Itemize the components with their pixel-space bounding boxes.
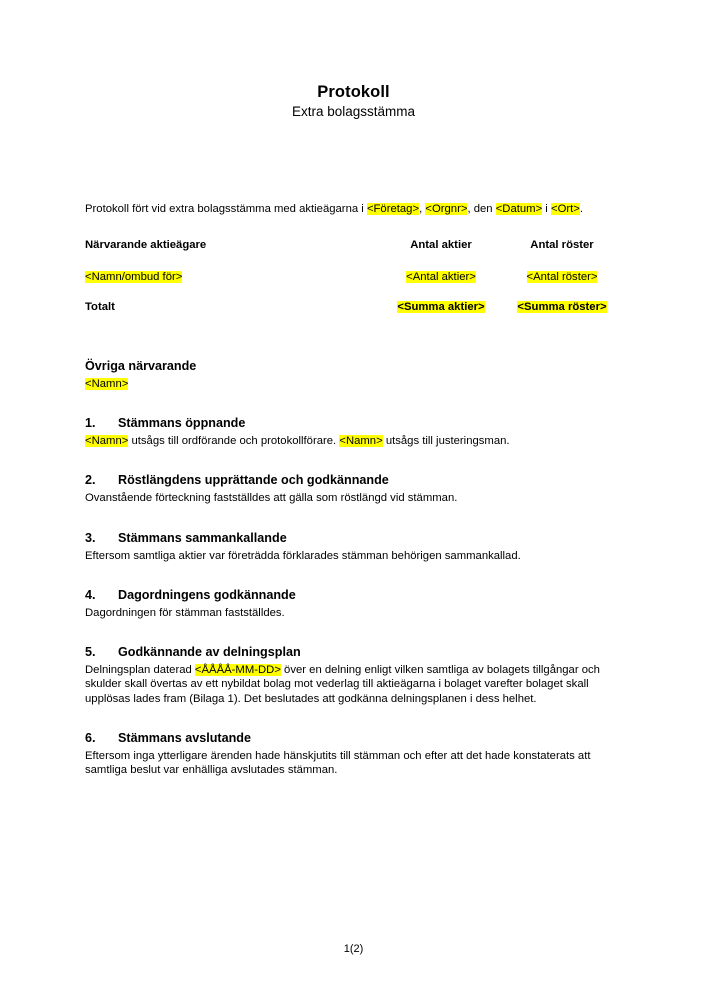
section-6-heading [85, 730, 622, 746]
document-header [0, 83, 707, 120]
section-3 [85, 530, 622, 563]
section-3-body: Eftersom samtliga aktier var företrädda förklarades stämman behörigen sammankallad. [85, 549, 521, 562]
section-5-text-1: Delningsplan daterad [85, 664, 195, 677]
other-attendees-heading: Övriga närvarande [85, 359, 197, 373]
section-1-title: Stämmans öppnande [118, 416, 246, 430]
section-3-title: Stämmans sammankallande [118, 530, 287, 545]
section-1-text-2: utsågs till justeringsman. [382, 435, 510, 447]
total-votes-placeholder: <Summa röster> [517, 301, 607, 313]
cell-votes [502, 270, 622, 300]
other-attendee-name-placeholder: <Namn> [85, 378, 129, 390]
column-header-shares: Antal aktier [410, 239, 472, 251]
section-3-heading [85, 530, 622, 546]
total-label: Totalt [85, 301, 115, 313]
other-attendees-section [85, 358, 622, 391]
column-header-name: Närvarande aktieägare [85, 239, 207, 251]
table-row [85, 270, 622, 300]
section-5-body [85, 663, 622, 706]
page-number-footer: 1(2) [343, 943, 364, 955]
intro-text-4: i [542, 203, 551, 215]
section-6-body: Eftersom inga ytterligare ärenden hade hänskjutits till stämman och efter att det hade konstaterats att samtliga beslut var enhälliga avslutades stämman. [85, 750, 591, 777]
date-placeholder: <Datum> [495, 203, 543, 215]
section-4 [85, 587, 622, 620]
intro-text-3: , den [467, 203, 496, 215]
section-4-body: Dagordningen för stämman fastställdes. [85, 606, 285, 619]
intro-text-2: , [419, 203, 426, 215]
section-5-text-2: över en delning enligt vilken samtliga av bolagets tillgångar och skulder skall övertas av ett nybildat bolag mot vederlag till aktieägarna i bolaget varefter bolaget skall upplösas lades fram (Bilaga 1). Det beslutades att godkänna delningsplanen i dess helhet. [85, 664, 600, 705]
table-header-row [85, 238, 622, 270]
cell-total-votes [502, 300, 622, 314]
section-5-number: 5. [85, 645, 96, 660]
division-plan-date-placeholder: <ÅÅÅÅ-MM-DD> [194, 664, 281, 677]
section-1-text-1: utsågs till ordförande och protokollförare. [128, 435, 340, 447]
section-2-title: Röstlängdens upprättande och godkännande [118, 473, 389, 488]
section-1-body [85, 434, 622, 448]
adjuster-name-placeholder: <Namn> [339, 435, 383, 447]
cell-total-shares [380, 300, 502, 314]
column-header-votes: Antal röster [530, 239, 594, 251]
section-5-heading [85, 644, 622, 660]
other-attendees-value [85, 377, 622, 391]
section-2-number: 2. [85, 473, 96, 488]
section-1-heading [85, 415, 622, 431]
chairman-name-placeholder: <Namn> [85, 435, 129, 447]
cell-shares [380, 270, 502, 300]
attendee-name-placeholder: <Namn/ombud för> [85, 271, 183, 283]
section-2-body: Ovanstående förteckning fastställdes att gälla som röstlängd vid stämman. [85, 492, 458, 505]
intro-text-1: Protokoll fört vid extra bolagsstämma med aktieägarna i [85, 203, 367, 215]
attendee-votes-placeholder: <Antal röster> [526, 271, 598, 283]
section-2 [85, 472, 622, 505]
total-shares-placeholder: <Summa aktier> [397, 301, 485, 313]
intro-text-5: . [579, 203, 583, 215]
cell-name [85, 270, 380, 300]
page-title: Protokoll [317, 83, 390, 101]
section-4-number: 4. [85, 587, 96, 602]
attendee-table [85, 238, 622, 314]
attendee-shares-placeholder: <Antal aktier> [406, 271, 476, 283]
orgnr-placeholder: <Orgnr> [425, 203, 468, 215]
intro-paragraph [85, 202, 622, 216]
place-placeholder: <Ort> [550, 203, 580, 215]
section-5 [85, 644, 622, 706]
company-placeholder: <Företag> [366, 203, 420, 215]
table-total-row [85, 300, 622, 314]
section-4-title: Dagordningens godkännande [118, 587, 296, 602]
section-4-heading [85, 587, 622, 603]
page-subtitle: Extra bolagsstämma [291, 104, 416, 119]
section-3-number: 3. [85, 530, 96, 545]
section-2-heading [85, 472, 622, 488]
section-6-title: Stämmans avslutande [118, 731, 251, 746]
document-body [85, 202, 622, 778]
section-6-number: 6. [85, 731, 96, 746]
section-5-title: Godkännande av delningsplan [118, 645, 301, 660]
section-1 [85, 415, 622, 448]
section-1-number: 1. [85, 416, 96, 430]
section-6 [85, 730, 622, 778]
